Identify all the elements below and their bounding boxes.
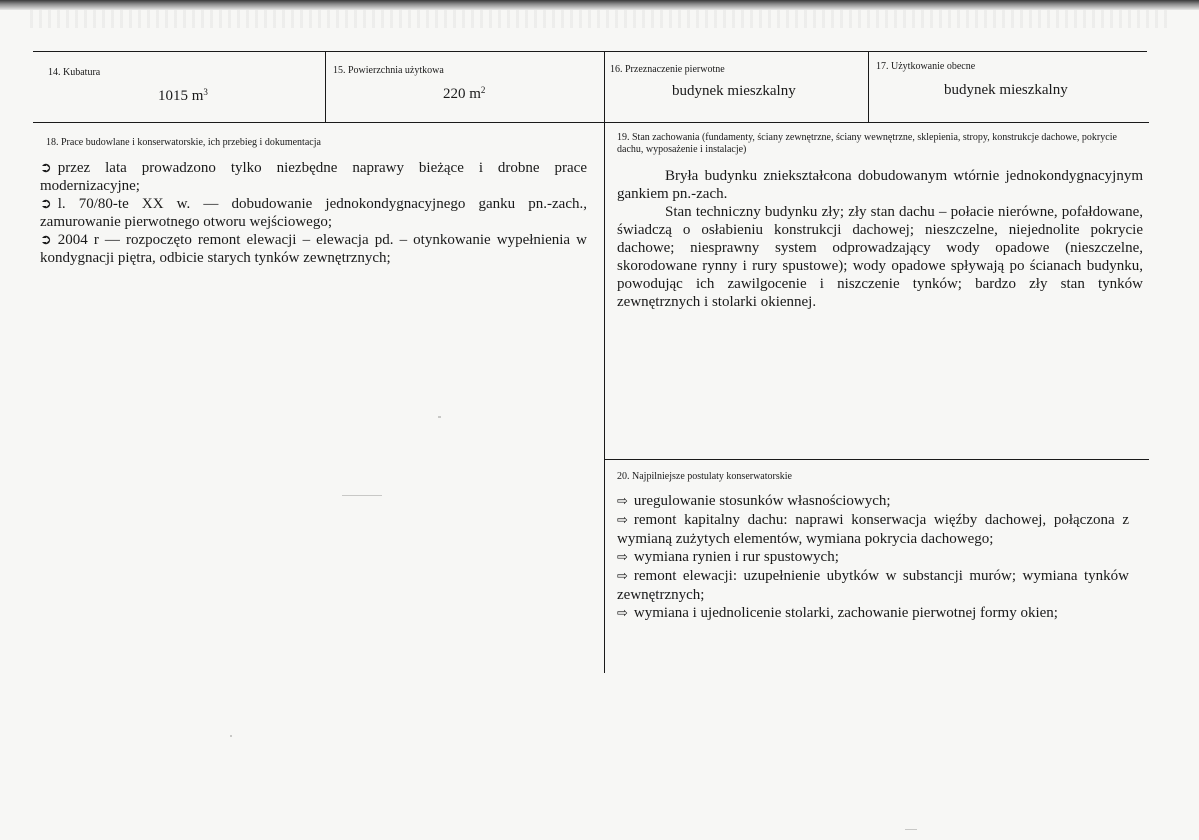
list-item xyxy=(617,511,1129,548)
section-19-text xyxy=(617,167,1143,311)
scan-speck xyxy=(342,495,382,496)
list-item-text: wymiana rynien i rur spustowych; xyxy=(633,549,839,565)
field-15-unit-exponent: 2 xyxy=(480,85,486,95)
bullet-arrow-icon: ➲ xyxy=(40,160,52,176)
list-item xyxy=(617,548,1129,567)
field-14-value xyxy=(158,88,208,105)
field-17-label: 17. Użytkowanie obecne xyxy=(876,61,976,72)
list-item-text: l. 70/80-te XX w. — dobudowanie jednokondygnacyjnego ganku pn.-zach., zamurowanie pierwotnego otworu wejściowego; xyxy=(40,196,587,230)
scan-speck xyxy=(230,735,232,737)
field-15-label: 15. Powierzchnia użytkowa xyxy=(333,65,444,76)
bullet-arrow-icon: ➲ xyxy=(40,232,52,248)
section-20-label: 20. Najpilniejsze postulaty konserwatorskie xyxy=(617,471,792,482)
list-item-text: wymiana i ujednolicenie stolarki, zachowanie pierwotnej formy okien; xyxy=(633,605,1058,621)
col-divider-14-15 xyxy=(325,51,326,122)
list-item xyxy=(617,604,1129,623)
paragraph: Stan techniczny budynku zły; zły stan dachu – połacie nierówne, pofałdowane, świadczą o osłabieniu konstrukcji dachowej; nieszczelne, niejednolite pokrycie dachowe; niesprawny system odprowadzający wody opadowe (nieszczelne, skorodowane rynny i rury spustowe); wody opadowe spływają po ścianach budynku, powodując ich zawilgocenie i niszczenie tynków; bardzo zły stan tynków zewnętrznych i stolarki okiennej. xyxy=(617,204,1143,310)
section-19-label: 19. Stan zachowania (fundamenty, ściany zewnętrzne, ściany wewnętrzne, sklepienia, stropy, konstrukcje dachowe, pokrycie dachu, wyposażenie i instalacje) xyxy=(617,132,1117,155)
scan-edge-shadow xyxy=(0,0,1199,10)
top-rule xyxy=(33,51,1147,52)
field-14-number: 1015 m xyxy=(158,88,204,104)
row-divider xyxy=(33,122,1149,123)
section-18-label: 18. Prace budowlane i konserwatorskie, ich przebieg i dokumentacja xyxy=(46,137,321,148)
section-20-divider xyxy=(604,459,1149,460)
outline-arrow-icon: ⇨ xyxy=(617,513,628,528)
outline-arrow-icon: ⇨ xyxy=(617,550,628,565)
list-item-text: 2004 r — rozpoczęto remont elewacji – elewacja pd. – otynkowanie wypełnienia w kondygnacji piętra, odbicie starych tynków zewnętrznych; xyxy=(40,232,587,266)
section-18-list xyxy=(40,159,587,267)
outline-arrow-icon: ⇨ xyxy=(617,494,628,509)
list-item xyxy=(40,231,587,267)
col-divider-main xyxy=(604,51,605,673)
field-15-value xyxy=(443,86,485,103)
list-item-text: remont elewacji: uzupełnienie ubytków w substancji murów; wymiana tynków zewnętrznych; xyxy=(617,568,1129,603)
list-item xyxy=(617,567,1129,604)
field-16-label: 16. Przeznaczenie pierwotne xyxy=(610,64,725,75)
outline-arrow-icon: ⇨ xyxy=(617,606,628,621)
field-14-label: 14. Kubatura xyxy=(48,67,101,78)
list-item xyxy=(40,159,587,195)
col-divider-16-17 xyxy=(868,51,869,122)
outline-arrow-icon: ⇨ xyxy=(617,569,628,584)
field-16-value: budynek mieszkalny xyxy=(672,83,796,99)
list-item-text: uregulowanie stosunków własnościowych; xyxy=(633,493,891,509)
list-item xyxy=(40,195,587,231)
field-17-value: budynek mieszkalny xyxy=(944,82,1068,98)
section-20-list xyxy=(617,492,1129,623)
paragraph: Bryła budynku zniekształcona dobudowanym wtórnie jednokondygnacyjnym gankiem pn.-zach. xyxy=(617,168,1143,202)
list-item-text: przez lata prowadzono tylko niezbędne naprawy bieżące i drobne prace modernizacyjne; xyxy=(40,160,587,194)
field-14-unit-exponent: 3 xyxy=(203,87,208,97)
scan-speck xyxy=(905,829,917,830)
list-item-text: remont kapitalny dachu: naprawi konserwacja więźby dachowej, połączona z wymianą zużytych elementów, wymiana pokrycia dachowego; xyxy=(617,512,1129,547)
list-item xyxy=(617,492,1129,511)
bleed-through-text xyxy=(30,10,1170,28)
scan-speck xyxy=(438,416,441,418)
bullet-arrow-icon: ➲ xyxy=(40,196,52,212)
field-15-number: 220 m xyxy=(443,86,481,102)
